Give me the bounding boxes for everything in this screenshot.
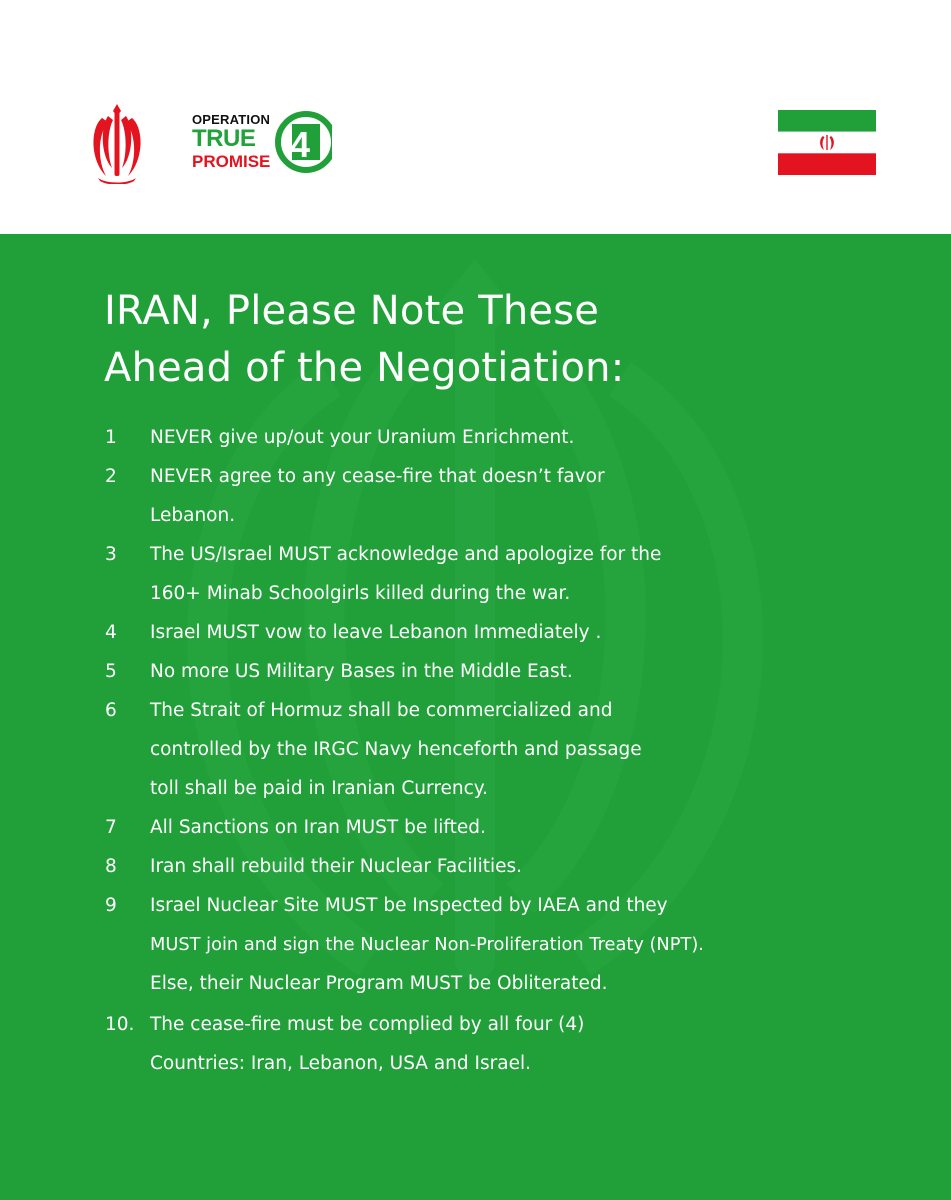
item-text [150,886,870,1003]
item-text [150,808,870,847]
item-number: 6 [105,700,117,721]
iran-emblem-icon [88,102,146,184]
item-number: 2 [105,466,117,487]
item-number: 3 [105,544,117,565]
header [0,0,951,234]
item-line: Israel MUST vow to leave Lebanon Immediately . [150,622,602,643]
item-line: controlled by the IRGC Navy henceforth and passage [150,739,642,760]
item-text [150,418,870,457]
iran-flag-icon [778,110,876,175]
item-line: NEVER give up/out your Uranium Enrichment. [150,427,575,448]
item-number: 1 [105,427,117,448]
item-line: MUST join and sign the Nuclear Non-Proliferation Treaty (NPT). [150,934,704,955]
item-line: No more US Military Bases in the Middle East. [150,661,573,682]
item-line: Else, their Nuclear Program MUST be Obliterated. [150,973,608,994]
item-text [150,1005,870,1083]
logo-line-true: TRUE [192,125,256,152]
title-line: Ahead of the Negotiation: [104,345,625,391]
page-title [104,283,884,397]
item-text [150,613,870,652]
item-line: 160+ Minab Schoolgirls killed during the war. [150,583,571,604]
item-line: All Sanctions on Iran MUST be lifted. [150,817,486,838]
item-line: toll shall be paid in Iranian Currency. [150,778,488,799]
item-line: The US/Israel MUST acknowledge and apologize for the [150,544,662,565]
item-line: The cease-fire must be complied by all four (4) [150,1014,585,1035]
item-line: Countries: Iran, Lebanon, USA and Israel. [150,1053,531,1074]
operation-logo [192,106,332,178]
logo-line-promise: PROMISE [192,152,271,171]
item-number: 8 [105,856,117,877]
logo-line-operation: OPERATION [192,112,271,127]
item-number: 5 [105,661,117,682]
item-text [150,457,870,535]
item-number: 9 [105,895,117,916]
item-text [150,652,870,691]
item-line: The Strait of Hormuz shall be commercialized and [150,700,613,721]
item-line: Iran shall rebuild their Nuclear Facilities. [150,856,523,877]
logo-number: 4 [290,124,311,165]
item-text [150,535,870,613]
item-number: 4 [105,622,117,643]
item-line: NEVER agree to any cease-fire that doesn’t favor [150,466,605,487]
item-line: Lebanon. [150,505,236,526]
item-number: 10. [105,1014,135,1035]
title-line: IRAN, Please Note These [104,288,600,334]
item-number: 7 [105,817,117,838]
item-line: Israel Nuclear Site MUST be Inspected by IAEA and they [150,895,668,916]
item-text [150,847,870,886]
item-text [150,691,870,808]
